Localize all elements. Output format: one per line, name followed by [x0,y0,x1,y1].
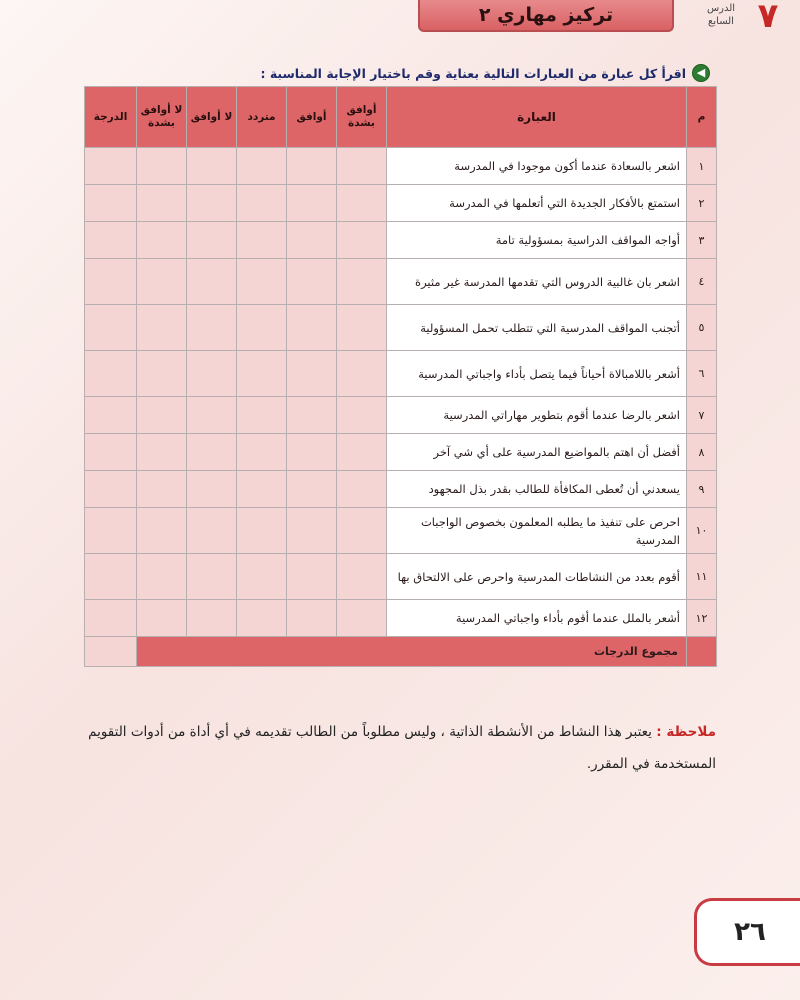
strongly-disagree-cell[interactable] [137,600,187,637]
statement-text: أواجه المواقف الدراسية بمسؤولية تامة [387,222,687,259]
score-cell[interactable] [85,185,137,222]
strongly-disagree-cell[interactable] [137,351,187,397]
neutral-cell[interactable] [237,351,287,397]
neutral-cell[interactable] [237,554,287,600]
strongly-disagree-cell[interactable] [137,471,187,508]
disagree-cell[interactable] [187,434,237,471]
row-number: ٧ [687,397,717,434]
disagree-cell[interactable] [187,600,237,637]
strongly-agree-cell[interactable] [337,434,387,471]
agree-cell[interactable] [287,222,337,259]
strongly-disagree-cell[interactable] [137,397,187,434]
score-cell[interactable] [85,434,137,471]
lesson-number: ٧ [757,0,779,36]
disagree-cell[interactable] [187,148,237,185]
neutral-cell[interactable] [237,471,287,508]
agree-cell[interactable] [287,148,337,185]
agree-cell[interactable] [287,397,337,434]
table-row [85,434,717,471]
neutral-cell[interactable] [237,305,287,351]
table-row [85,259,717,305]
statement-text: استمتع بالأفكار الجديدة التي أتعلمها في المدرسة [387,185,687,222]
table-row [85,554,717,600]
score-cell[interactable] [85,554,137,600]
header-strongly-disagree: لا أوافق بشدة [137,87,187,148]
statement-text: أشعر بالملل عندما أقوم بأداء واجباتي المدرسية [387,600,687,637]
strongly-agree-cell[interactable] [337,600,387,637]
row-number: ٦ [687,351,717,397]
header-disagree: لا أوافق [187,87,237,148]
score-cell[interactable] [85,305,137,351]
agree-cell[interactable] [287,259,337,305]
strongly-agree-cell[interactable] [337,397,387,434]
page-title: تركيز مهاري ٢ [418,0,674,32]
total-label: مجموع الدرجات [137,637,687,667]
agree-cell[interactable] [287,434,337,471]
disagree-cell[interactable] [187,397,237,434]
total-row-blank [687,637,717,667]
table-header-row [85,87,717,148]
questionnaire-table [84,86,717,667]
header-num: م [687,87,717,148]
table-row [85,397,717,434]
strongly-agree-cell[interactable] [337,185,387,222]
table-row [85,148,717,185]
statement-text: أفضل أن اهتم بالمواضيع المدرسية على أي شي آخر [387,434,687,471]
strongly-disagree-cell[interactable] [137,222,187,259]
table-row [85,508,717,554]
table-row [85,222,717,259]
neutral-cell[interactable] [237,397,287,434]
strongly-disagree-cell[interactable] [137,508,187,554]
row-number: ٢ [687,185,717,222]
strongly-disagree-cell[interactable] [137,148,187,185]
table-row [85,185,717,222]
strongly-disagree-cell[interactable] [137,434,187,471]
strongly-disagree-cell[interactable] [137,305,187,351]
neutral-cell[interactable] [237,259,287,305]
neutral-cell[interactable] [237,600,287,637]
disagree-cell[interactable] [187,222,237,259]
disagree-cell[interactable] [187,554,237,600]
row-number: ٤ [687,259,717,305]
header-neutral: متردد [237,87,287,148]
disagree-cell[interactable] [187,185,237,222]
statement-text: أقوم بعدد من النشاطات المدرسية واحرص على الالتحاق بها [387,554,687,600]
score-cell[interactable] [85,471,137,508]
total-row [85,637,717,667]
strongly-agree-cell[interactable] [337,259,387,305]
strongly-agree-cell[interactable] [337,222,387,259]
row-number: ١٢ [687,600,717,637]
score-cell[interactable] [85,148,137,185]
row-number: ١ [687,148,717,185]
row-number: ٨ [687,434,717,471]
statement-text: أتجنب المواقف المدرسية التي تتطلب تحمل المسؤولية [387,305,687,351]
score-cell[interactable] [85,397,137,434]
score-cell[interactable] [85,508,137,554]
strongly-disagree-cell[interactable] [137,185,187,222]
strongly-agree-cell[interactable] [337,554,387,600]
agree-cell[interactable] [287,305,337,351]
strongly-agree-cell[interactable] [337,508,387,554]
total-score-cell[interactable] [85,637,137,667]
agree-cell[interactable] [287,471,337,508]
neutral-cell[interactable] [237,508,287,554]
row-number: ٥ [687,305,717,351]
neutral-cell[interactable] [237,148,287,185]
strongly-agree-cell[interactable] [337,471,387,508]
table-row [85,600,717,637]
score-cell[interactable] [85,351,137,397]
score-cell[interactable] [85,600,137,637]
statement-text: أشعر باللامبالاة أحياناً فيما يتصل بأداء واجباتي المدرسية [387,351,687,397]
statement-text: اشعر بالرضا عندما أقوم بتطوير مهاراتي المدرسية [387,397,687,434]
disagree-cell[interactable] [187,351,237,397]
statement-text: احرص على تنفيذ ما يطلبه المعلمون بخصوص الواجبات المدرسية [387,508,687,554]
neutral-cell[interactable] [237,434,287,471]
row-number: ١٠ [687,508,717,554]
note-label: ملاحظة : [656,724,716,740]
score-cell[interactable] [85,222,137,259]
statement-text: يسعدني أن تُعطى المكافأة للطالب بقدر بذل المجهود [387,471,687,508]
disagree-cell[interactable] [187,305,237,351]
instruction [260,64,710,82]
agree-cell[interactable] [287,600,337,637]
disagree-cell[interactable] [187,508,237,554]
strongly-agree-cell[interactable] [337,305,387,351]
agree-cell[interactable] [287,554,337,600]
statement-text: اشعر بان غالبية الدروس التي تقدمها المدرسة غير مثيرة [387,259,687,305]
lesson-label-line2: السابع [708,16,734,27]
row-number: ٣ [687,222,717,259]
strongly-disagree-cell[interactable] [137,554,187,600]
table-row [85,305,717,351]
lesson-label [700,2,742,28]
arrow-left-icon: ◀ [692,64,710,82]
score-cell[interactable] [85,259,137,305]
row-number: ٩ [687,471,717,508]
agree-cell[interactable] [287,351,337,397]
statement-text: اشعر بالسعادة عندما أكون موجودا في المدرسة [387,148,687,185]
instruction-text: اقرأ كل عبارة من العبارات التالية بعناية وقم باختيار الإجابة المناسبة : [260,65,686,81]
table-row [85,351,717,397]
neutral-cell[interactable] [237,222,287,259]
page-number: ٢٦ [694,898,800,966]
header-agree: أوافق [287,87,337,148]
strongly-agree-cell[interactable] [337,351,387,397]
agree-cell[interactable] [287,508,337,554]
neutral-cell[interactable] [237,185,287,222]
note [84,716,716,780]
header-strongly-agree: أوافق بشدة [337,87,387,148]
lesson-label-line1: الدرس [706,3,736,14]
note-text: يعتبر هذا النشاط من الأنشطة الذاتية ، وليس مطلوباً من الطالب تقديمه ﻓﻲ أي أداة من أدوات التقويم المستخدمة ﻓﻲ المقرر. [88,724,716,772]
header-score: الدرجة [85,87,137,148]
agree-cell[interactable] [287,185,337,222]
strongly-agree-cell[interactable] [337,148,387,185]
disagree-cell[interactable] [187,259,237,305]
disagree-cell[interactable] [187,471,237,508]
header-statement: العبارة [387,87,687,148]
table-row [85,471,717,508]
row-number: ١١ [687,554,717,600]
strongly-disagree-cell[interactable] [137,259,187,305]
